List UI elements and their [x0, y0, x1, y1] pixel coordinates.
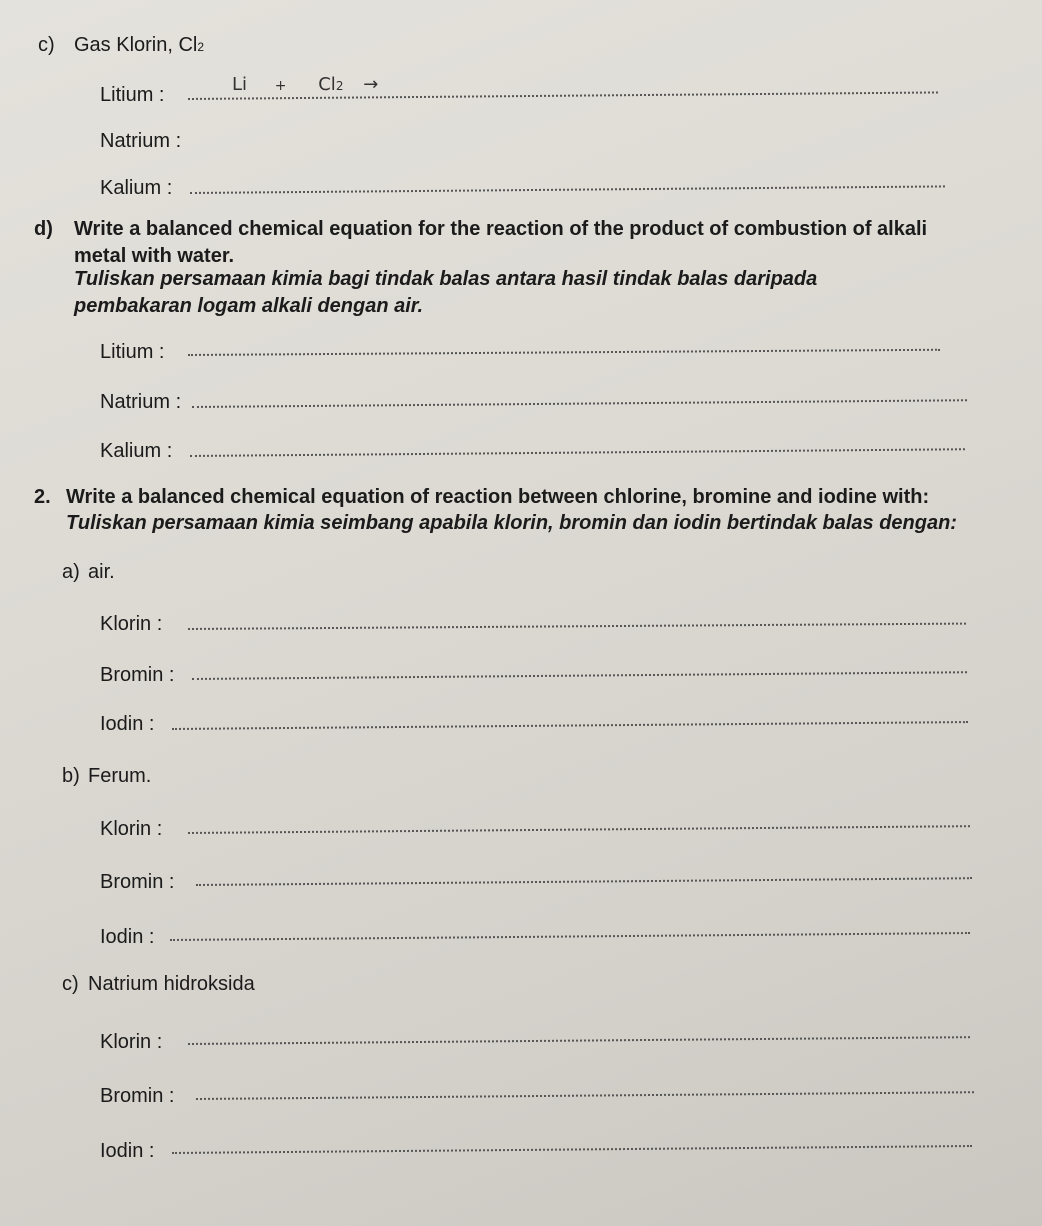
question-2-number: 2. — [34, 486, 51, 508]
handwriting-li: Li — [232, 74, 248, 95]
section-d-row-litium-label: Litium : — [100, 341, 165, 363]
section-c-number: c) — [38, 34, 55, 56]
section-c-row-kalium-label: Kalium : — [100, 177, 173, 199]
answer-line[interactable] — [190, 448, 965, 457]
answer-line[interactable] — [192, 671, 967, 680]
question-2-ms: Tuliskan persamaan kimia seimbang apabila klorin, bromin dan iodin bertindak balas dengan: — [66, 512, 957, 534]
part-b-title: Ferum. — [88, 765, 152, 787]
part-a-title: air. — [88, 561, 115, 583]
answer-line[interactable] — [196, 1091, 974, 1100]
part-a-row-iodin-label: Iodin : — [100, 713, 155, 735]
question-2-en: Write a balanced chemical equation of reaction between chlorine, bromine and iodine with: — [66, 486, 930, 508]
section-d-row-natrium-label: Natrium : — [100, 391, 182, 413]
part-c-number: c) — [62, 973, 79, 995]
answer-line[interactable] — [192, 399, 967, 408]
section-d-question-ms-line-1: Tuliskan persamaan kimia bagi tindak balas antara hasil tindak balas daripada — [74, 268, 818, 290]
answer-line[interactable] — [190, 185, 945, 194]
part-a-row-klorin-label: Klorin : — [100, 613, 163, 635]
answer-line[interactable] — [170, 932, 970, 941]
section-c-title-text: Gas Klorin, Cl — [74, 34, 198, 56]
handwriting-cl-subscript: 2 — [335, 79, 344, 93]
part-b-number: b) — [62, 765, 80, 787]
answer-line[interactable] — [188, 623, 966, 630]
section-d-question-en-line-2: metal with water. — [74, 245, 235, 267]
part-b-row-bromin-label: Bromin : — [100, 871, 175, 893]
section-d-question-en-line-1: Write a balanced chemical equation for the reaction of the product of combustion of alkali — [74, 218, 928, 240]
handwriting-cl — [318, 74, 343, 95]
answer-line[interactable] — [188, 349, 940, 356]
answer-line[interactable] — [188, 825, 970, 834]
section-d-number: d) — [34, 218, 53, 240]
section-c-row-litium-label: Litium : — [100, 84, 165, 106]
answer-line[interactable] — [188, 1036, 970, 1045]
answer-line[interactable] — [196, 877, 972, 886]
part-c-row-klorin-label: Klorin : — [100, 1031, 163, 1053]
section-c-title — [74, 34, 204, 57]
part-c-row-bromin-label: Bromin : — [100, 1085, 175, 1107]
handwritten-answer — [232, 74, 378, 95]
part-b-row-klorin-label: Klorin : — [100, 818, 163, 840]
section-c-title-subscript: 2 — [197, 40, 205, 54]
handwriting-plus: + — [274, 78, 287, 94]
handwriting-arrow: → — [363, 74, 379, 95]
part-a-number: a) — [62, 561, 80, 583]
part-c-title: Natrium hidroksida — [88, 973, 255, 995]
part-c-row-iodin-label: Iodin : — [100, 1140, 155, 1162]
section-d-row-kalium-label: Kalium : — [100, 440, 173, 462]
section-c-row-natrium-label: Natrium : — [100, 130, 182, 152]
part-b-row-iodin-label: Iodin : — [100, 926, 155, 948]
answer-line[interactable] — [172, 1145, 972, 1154]
section-d-question-ms-line-2: pembakaran logam alkali dengan air. — [74, 295, 424, 317]
answer-line[interactable] — [172, 721, 968, 730]
handwriting-cl-text: Cl — [318, 74, 336, 95]
part-a-row-bromin-label: Bromin : — [100, 664, 175, 686]
